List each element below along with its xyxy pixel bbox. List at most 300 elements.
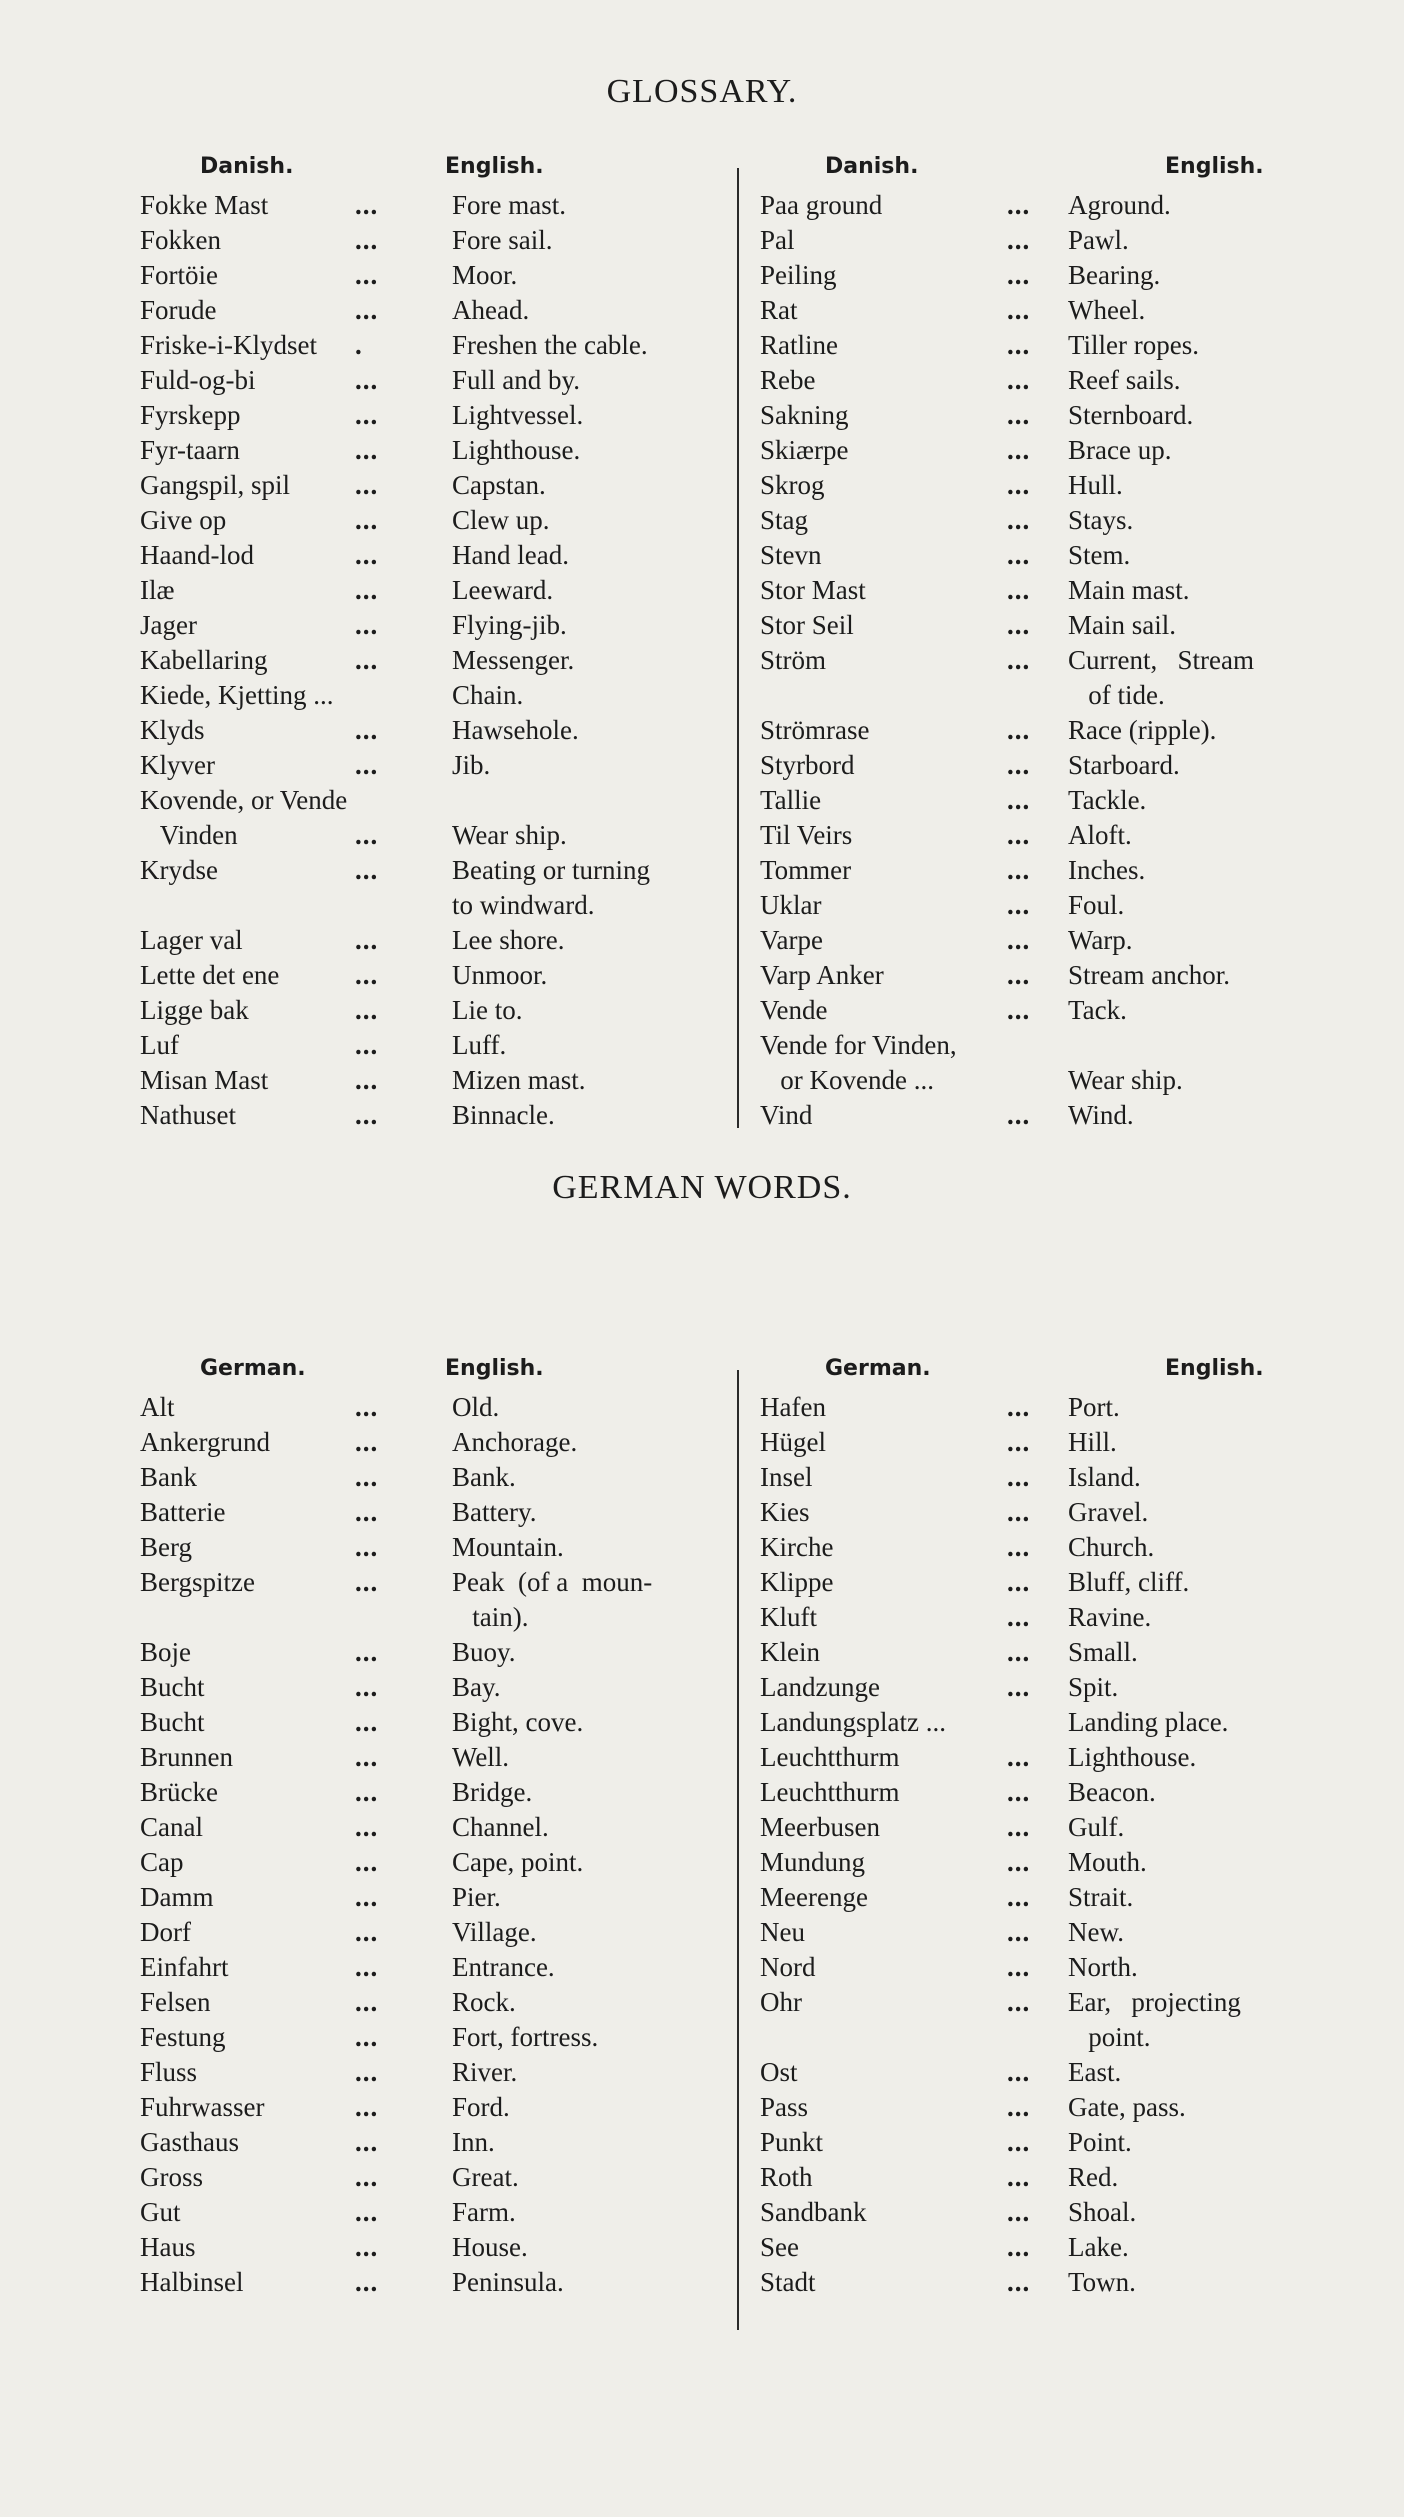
glossary-definition: Shoal. bbox=[1068, 2197, 1137, 2227]
glossary-definition: Messenger. bbox=[452, 645, 575, 675]
glossary-row bbox=[760, 363, 1340, 398]
glossary-row bbox=[760, 1063, 1340, 1098]
leader-dots: ... bbox=[355, 295, 379, 325]
leader-dots: ... bbox=[355, 1567, 379, 1597]
glossary-row bbox=[760, 2020, 1340, 2055]
leader-dots: ... bbox=[1007, 1847, 1031, 1877]
glossary-term: Batterie bbox=[140, 1497, 226, 1527]
glossary-definition: Mountain. bbox=[452, 1532, 564, 1562]
leader-dots: ... bbox=[1007, 1777, 1031, 1807]
header-danish: Danish. bbox=[200, 154, 294, 179]
german-glossary-table bbox=[140, 1350, 1340, 2350]
glossary-definition: Lie to. bbox=[452, 995, 523, 1025]
leader-dots: ... bbox=[355, 820, 379, 850]
leader-dots: ... bbox=[1007, 1882, 1031, 1912]
column-divider bbox=[737, 1370, 739, 2330]
glossary-term: Fuld-og-bi bbox=[140, 365, 256, 395]
glossary-definition: Tack. bbox=[1068, 995, 1127, 1025]
glossary-term: Leuchtthurm bbox=[760, 1777, 900, 1807]
leader-dots: ... bbox=[355, 190, 379, 220]
glossary-term: Pal bbox=[760, 225, 795, 255]
glossary-term: Vinden bbox=[140, 820, 238, 850]
glossary-row bbox=[140, 1845, 732, 1880]
glossary-row bbox=[760, 1810, 1340, 1845]
leader-dots: ... bbox=[355, 1462, 379, 1492]
glossary-term: Meerenge bbox=[760, 1882, 868, 1912]
glossary-row bbox=[140, 2020, 732, 2055]
glossary-term: Paa ground bbox=[760, 190, 883, 220]
glossary-row bbox=[140, 328, 732, 363]
glossary-definition: Starboard. bbox=[1068, 750, 1180, 780]
header-danish: Danish. bbox=[825, 154, 919, 179]
glossary-row bbox=[140, 1565, 732, 1600]
glossary-term: Mundung bbox=[760, 1847, 866, 1877]
leader-dots: ... bbox=[355, 2267, 379, 2297]
glossary-definition: Brace up. bbox=[1068, 435, 1172, 465]
glossary-term: Stadt bbox=[760, 2267, 816, 2297]
glossary-term: Dorf bbox=[140, 1917, 191, 1947]
glossary-term: Brücke bbox=[140, 1777, 218, 1807]
glossary-row bbox=[760, 2125, 1340, 2160]
german-left-column bbox=[140, 1350, 732, 2300]
leader-dots: ... bbox=[355, 1987, 379, 2017]
glossary-term: Forude bbox=[140, 295, 217, 325]
leader-dots: ... bbox=[355, 540, 379, 570]
glossary-row bbox=[760, 1495, 1340, 1530]
leader-dots: ... bbox=[1007, 750, 1031, 780]
glossary-definition: Hand lead. bbox=[452, 540, 569, 570]
leader-dots: ... bbox=[355, 1392, 379, 1422]
glossary-definition: Bank. bbox=[452, 1462, 516, 1492]
leader-dots: ... bbox=[1007, 715, 1031, 745]
glossary-term: Cap bbox=[140, 1847, 184, 1877]
glossary-term: Friske-i-Klydset bbox=[140, 330, 317, 360]
glossary-term: Klyds bbox=[140, 715, 205, 745]
glossary-definition: Bight, cove. bbox=[452, 1707, 584, 1737]
glossary-row bbox=[140, 2055, 732, 2090]
leader-dots: ... bbox=[1007, 925, 1031, 955]
glossary-row bbox=[760, 293, 1340, 328]
glossary-row bbox=[760, 2195, 1340, 2230]
glossary-row bbox=[760, 1985, 1340, 2020]
glossary-row bbox=[140, 503, 732, 538]
glossary-term: Sandbank bbox=[760, 2197, 867, 2227]
glossary-row bbox=[760, 1530, 1340, 1565]
glossary-term: Stevn bbox=[760, 540, 822, 570]
glossary-definition: Main mast. bbox=[1068, 575, 1190, 605]
glossary-definition: Lighthouse. bbox=[452, 435, 581, 465]
glossary-term: Stag bbox=[760, 505, 809, 535]
glossary-row bbox=[140, 1098, 732, 1133]
glossary-row bbox=[140, 1915, 732, 1950]
glossary-term: Kovende, or Vende bbox=[140, 785, 348, 815]
glossary-definition: Inches. bbox=[1068, 855, 1146, 885]
glossary-row bbox=[140, 1740, 732, 1775]
glossary-term: Leuchtthurm bbox=[760, 1742, 900, 1772]
section-title: GERMAN WORDS. bbox=[552, 1169, 852, 1206]
leader-dots: ... bbox=[1007, 1100, 1031, 1130]
glossary-row bbox=[140, 958, 732, 993]
glossary-definition: Ear, projecting bbox=[1068, 1987, 1241, 2017]
column-header bbox=[140, 148, 732, 188]
glossary-term: Lager val bbox=[140, 925, 243, 955]
glossary-row bbox=[140, 1495, 732, 1530]
glossary-definition: Mizen mast. bbox=[452, 1065, 586, 1095]
glossary-term: Misan Mast bbox=[140, 1065, 269, 1095]
glossary-term: Fyr-taarn bbox=[140, 435, 240, 465]
glossary-term: Jager bbox=[140, 610, 197, 640]
glossary-definition: Mouth. bbox=[1068, 1847, 1147, 1877]
glossary-row bbox=[140, 468, 732, 503]
glossary-row bbox=[140, 748, 732, 783]
column-header bbox=[760, 148, 1340, 188]
glossary-row bbox=[140, 1600, 732, 1635]
glossary-definition: Freshen the cable. bbox=[452, 330, 648, 360]
leader-dots: ... bbox=[1007, 2162, 1031, 2192]
german-right-column bbox=[760, 1350, 1340, 2300]
glossary-row bbox=[140, 818, 732, 853]
leader-dots: ... bbox=[1007, 2092, 1031, 2122]
column-header bbox=[140, 1350, 732, 1390]
glossary-row bbox=[140, 1063, 732, 1098]
page-title: GLOSSARY. bbox=[606, 73, 798, 110]
glossary-row bbox=[140, 993, 732, 1028]
glossary-term: Fluss bbox=[140, 2057, 198, 2087]
glossary-definition: Peak (of a moun- bbox=[452, 1567, 653, 1597]
glossary-row bbox=[140, 1810, 732, 1845]
glossary-row bbox=[760, 643, 1340, 678]
glossary-row bbox=[140, 608, 732, 643]
leader-dots: ... bbox=[1007, 1497, 1031, 1527]
glossary-definition: Cape, point. bbox=[452, 1847, 584, 1877]
glossary-definition: Ahead. bbox=[452, 295, 530, 325]
glossary-term: Rat bbox=[760, 295, 798, 325]
header-english: English. bbox=[445, 1356, 544, 1381]
glossary-term: Fokken bbox=[140, 225, 221, 255]
glossary-term: Haand-lod bbox=[140, 540, 254, 570]
glossary-definition: Beating or turning bbox=[452, 855, 650, 885]
glossary-term: Bank bbox=[140, 1462, 197, 1492]
glossary-row bbox=[140, 2195, 732, 2230]
leader-dots: ... bbox=[355, 995, 379, 1025]
glossary-row bbox=[760, 1845, 1340, 1880]
glossary-row bbox=[760, 1915, 1340, 1950]
leader-dots: ... bbox=[355, 1917, 379, 1947]
glossary-definition: Fore sail. bbox=[452, 225, 553, 255]
leader-dots: ... bbox=[355, 400, 379, 430]
glossary-definition: Great. bbox=[452, 2162, 519, 2192]
glossary-row bbox=[760, 1880, 1340, 1915]
glossary-term: Berg bbox=[140, 1532, 192, 1562]
glossary-term: Kabellaring bbox=[140, 645, 268, 675]
glossary-row bbox=[760, 1775, 1340, 1810]
leader-dots: ... bbox=[1007, 960, 1031, 990]
glossary-term: Fokke Mast bbox=[140, 190, 269, 220]
glossary-term: Bergspitze bbox=[140, 1567, 255, 1597]
glossary-row bbox=[760, 258, 1340, 293]
glossary-definition: Aground. bbox=[1068, 190, 1171, 220]
glossary-definition: Point. bbox=[1068, 2127, 1132, 2157]
glossary-row bbox=[140, 1028, 732, 1063]
glossary-term: Tommer bbox=[760, 855, 852, 885]
glossary-term: Nathuset bbox=[140, 1100, 236, 1130]
glossary-definition: Moor. bbox=[452, 260, 518, 290]
glossary-definition: Foul. bbox=[1068, 890, 1125, 920]
glossary-definition: Fore mast. bbox=[452, 190, 566, 220]
glossary-definition: Bearing. bbox=[1068, 260, 1161, 290]
leader-dots: ... bbox=[355, 2197, 379, 2227]
glossary-term: Haus bbox=[140, 2232, 196, 2262]
glossary-term: Landungsplatz ... bbox=[760, 1707, 946, 1737]
column-header bbox=[760, 1350, 1340, 1390]
glossary-term: Strömrase bbox=[760, 715, 870, 745]
glossary-row bbox=[140, 643, 732, 678]
leader-dots: ... bbox=[1007, 295, 1031, 325]
glossary-term: Brunnen bbox=[140, 1742, 233, 1772]
glossary-term: Vind bbox=[760, 1100, 813, 1130]
glossary-term: Fuhrwasser bbox=[140, 2092, 265, 2122]
glossary-definition: Town. bbox=[1068, 2267, 1136, 2297]
glossary-row bbox=[140, 398, 732, 433]
glossary-row bbox=[140, 1635, 732, 1670]
glossary-term: Gangspil, spil bbox=[140, 470, 291, 500]
leader-dots: ... bbox=[355, 645, 379, 675]
glossary-definition: Ravine. bbox=[1068, 1602, 1152, 1632]
leader-dots: ... bbox=[355, 505, 379, 535]
glossary-row bbox=[760, 2265, 1340, 2300]
leader-dots: ... bbox=[1007, 435, 1031, 465]
leader-dots: ... bbox=[1007, 1742, 1031, 1772]
leader-dots: ... bbox=[355, 1637, 379, 1667]
glossary-row bbox=[140, 923, 732, 958]
glossary-row bbox=[760, 1425, 1340, 1460]
glossary-definition: Farm. bbox=[452, 2197, 516, 2227]
glossary-term: Hügel bbox=[760, 1427, 826, 1457]
glossary-term: Fortöie bbox=[140, 260, 218, 290]
leader-dots: ... bbox=[1007, 995, 1031, 1025]
glossary-definition: Spit. bbox=[1068, 1672, 1119, 1702]
leader-dots: ... bbox=[355, 2092, 379, 2122]
glossary-term: Give op bbox=[140, 505, 227, 535]
glossary-definition: Current, Stream bbox=[1068, 645, 1254, 675]
leader-dots: ... bbox=[1007, 400, 1031, 430]
leader-dots: ... bbox=[355, 1030, 379, 1060]
glossary-definition: Race (ripple). bbox=[1068, 715, 1217, 745]
leader-dots: ... bbox=[355, 715, 379, 745]
glossary-row bbox=[760, 328, 1340, 363]
glossary-definition: Stem. bbox=[1068, 540, 1131, 570]
leader-dots: ... bbox=[355, 925, 379, 955]
glossary-term: Skrog bbox=[760, 470, 825, 500]
glossary-definition: Chain. bbox=[452, 680, 524, 710]
glossary-definition: of tide. bbox=[1068, 680, 1165, 710]
leader-dots: ... bbox=[355, 2232, 379, 2262]
glossary-definition: to windward. bbox=[452, 890, 595, 920]
glossary-definition: Stays. bbox=[1068, 505, 1134, 535]
leader-dots: ... bbox=[355, 2057, 379, 2087]
glossary-definition: Fort, fortress. bbox=[452, 2022, 599, 2052]
leader-dots: ... bbox=[355, 855, 379, 885]
leader-dots: ... bbox=[355, 1100, 379, 1130]
glossary-definition: Clew up. bbox=[452, 505, 550, 535]
glossary-row bbox=[760, 783, 1340, 818]
glossary-row bbox=[140, 678, 732, 713]
glossary-definition: Stream anchor. bbox=[1068, 960, 1230, 990]
glossary-term: Kirche bbox=[760, 1532, 834, 1562]
header-german: German. bbox=[825, 1356, 931, 1381]
glossary-term: Varpe bbox=[760, 925, 823, 955]
glossary-definition: Pawl. bbox=[1068, 225, 1129, 255]
leader-dots: ... bbox=[355, 1847, 379, 1877]
glossary-definition: Entrance. bbox=[452, 1952, 555, 1982]
glossary-row bbox=[140, 573, 732, 608]
glossary-term: Gut bbox=[140, 2197, 181, 2227]
leader-dots: ... bbox=[1007, 1602, 1031, 1632]
glossary-row bbox=[140, 2090, 732, 2125]
glossary-definition: Landing place. bbox=[1068, 1707, 1229, 1737]
glossary-term: Fyrskepp bbox=[140, 400, 241, 430]
leader-dots: ... bbox=[355, 2022, 379, 2052]
leader-dots: ... bbox=[1007, 1952, 1031, 1982]
glossary-definition: Anchorage. bbox=[452, 1427, 578, 1457]
glossary-definition: Hull. bbox=[1068, 470, 1123, 500]
glossary-definition: House. bbox=[452, 2232, 528, 2262]
glossary-definition: North. bbox=[1068, 1952, 1138, 1982]
glossary-row bbox=[140, 1460, 732, 1495]
glossary-term: Krydse bbox=[140, 855, 218, 885]
glossary-definition: Wheel. bbox=[1068, 295, 1146, 325]
leader-dots: ... bbox=[1007, 1392, 1031, 1422]
glossary-term: Ost bbox=[760, 2057, 798, 2087]
glossary-row bbox=[760, 1390, 1340, 1425]
glossary-term: Festung bbox=[140, 2022, 226, 2052]
glossary-definition: Buoy. bbox=[452, 1637, 516, 1667]
leader-dots: ... bbox=[1007, 2197, 1031, 2227]
glossary-definition: point. bbox=[1068, 2022, 1151, 2052]
glossary-row bbox=[760, 398, 1340, 433]
glossary-row bbox=[760, 1460, 1340, 1495]
glossary-row bbox=[760, 993, 1340, 1028]
glossary-definition: Reef sails. bbox=[1068, 365, 1181, 395]
glossary-definition: Luff. bbox=[452, 1030, 507, 1060]
glossary-term: Kluft bbox=[760, 1602, 817, 1632]
glossary-definition: Strait. bbox=[1068, 1882, 1134, 1912]
leader-dots: ... bbox=[355, 1672, 379, 1702]
glossary-definition: Jib. bbox=[452, 750, 491, 780]
leader-dots: ... bbox=[355, 260, 379, 290]
glossary-term: Stor Seil bbox=[760, 610, 854, 640]
glossary-term: Einfahrt bbox=[140, 1952, 229, 1982]
glossary-term: Styrbord bbox=[760, 750, 855, 780]
danish-glossary-table bbox=[140, 148, 1340, 1148]
glossary-definition: Village. bbox=[452, 1917, 537, 1947]
glossary-term: Gross bbox=[140, 2162, 204, 2192]
glossary-row bbox=[760, 2230, 1340, 2265]
glossary-term: Insel bbox=[760, 1462, 813, 1492]
glossary-definition: Port. bbox=[1068, 1392, 1120, 1422]
glossary-definition: Rock. bbox=[452, 1987, 516, 2017]
glossary-term: Ligge bak bbox=[140, 995, 249, 1025]
glossary-term: Landzunge bbox=[760, 1672, 880, 1702]
leader-dots: ... bbox=[1007, 785, 1031, 815]
glossary-term: Vende for Vinden, bbox=[760, 1030, 957, 1060]
glossary-term: Bucht bbox=[140, 1707, 205, 1737]
glossary-definition: Lightvessel. bbox=[452, 400, 584, 430]
glossary-definition: Church. bbox=[1068, 1532, 1155, 1562]
glossary-row bbox=[140, 783, 732, 818]
glossary-definition: Aloft. bbox=[1068, 820, 1132, 850]
leader-dots: ... bbox=[1007, 1917, 1031, 1947]
leader-dots: ... bbox=[1007, 505, 1031, 535]
glossary-term: Luf bbox=[140, 1030, 179, 1060]
leader-dots: ... bbox=[355, 1777, 379, 1807]
glossary-row bbox=[140, 713, 732, 748]
glossary-term: Vende bbox=[760, 995, 828, 1025]
glossary-definition: Sternboard. bbox=[1068, 400, 1194, 430]
glossary-row bbox=[140, 2230, 732, 2265]
glossary-row bbox=[760, 2160, 1340, 2195]
leader-dots: ... bbox=[1007, 330, 1031, 360]
glossary-row bbox=[760, 573, 1340, 608]
leader-dots: ... bbox=[1007, 820, 1031, 850]
glossary-term: Kiede, Kjetting ... bbox=[140, 680, 334, 710]
glossary-definition: Pier. bbox=[452, 1882, 501, 1912]
leader-dots: ... bbox=[355, 750, 379, 780]
glossary-term: Rebe bbox=[760, 365, 816, 395]
glossary-row bbox=[140, 888, 732, 923]
glossary-term: Bucht bbox=[140, 1672, 205, 1702]
glossary-row bbox=[760, 608, 1340, 643]
glossary-row bbox=[140, 1880, 732, 1915]
leader-dots: ... bbox=[1007, 575, 1031, 605]
glossary-definition: Bay. bbox=[452, 1672, 501, 1702]
leader-dots: ... bbox=[1007, 470, 1031, 500]
glossary-row bbox=[760, 923, 1340, 958]
glossary-row bbox=[760, 713, 1340, 748]
glossary-term: See bbox=[760, 2232, 799, 2262]
leader-dots: ... bbox=[355, 1427, 379, 1457]
glossary-row bbox=[760, 538, 1340, 573]
leader-dots: ... bbox=[1007, 1637, 1031, 1667]
glossary-definition: Wear ship. bbox=[452, 820, 567, 850]
glossary-definition: Full and by. bbox=[452, 365, 580, 395]
glossary-term: Canal bbox=[140, 1812, 203, 1842]
glossary-row bbox=[760, 1740, 1340, 1775]
leader-dots: ... bbox=[1007, 2267, 1031, 2297]
glossary-row bbox=[140, 1985, 732, 2020]
leader-dots: ... bbox=[1007, 1987, 1031, 2017]
glossary-term: Gasthaus bbox=[140, 2127, 239, 2157]
glossary-row bbox=[140, 2160, 732, 2195]
glossary-definition: Inn. bbox=[452, 2127, 495, 2157]
glossary-definition: Channel. bbox=[452, 1812, 549, 1842]
glossary-term: Damm bbox=[140, 1882, 214, 1912]
glossary-definition: Gulf. bbox=[1068, 1812, 1125, 1842]
glossary-term: Klyver bbox=[140, 750, 215, 780]
glossary-row bbox=[140, 1390, 732, 1425]
glossary-row bbox=[140, 2265, 732, 2300]
leader-dots: ... bbox=[355, 1065, 379, 1095]
leader-dots: ... bbox=[1007, 1532, 1031, 1562]
glossary-term: Uklar bbox=[760, 890, 822, 920]
glossary-definition: Bridge. bbox=[452, 1777, 533, 1807]
leader-dots: ... bbox=[1007, 190, 1031, 220]
glossary-definition: River. bbox=[452, 2057, 518, 2087]
glossary-row bbox=[760, 468, 1340, 503]
glossary-row bbox=[760, 1705, 1340, 1740]
leader-dots: ... bbox=[1007, 540, 1031, 570]
glossary-term: Tallie bbox=[760, 785, 822, 815]
